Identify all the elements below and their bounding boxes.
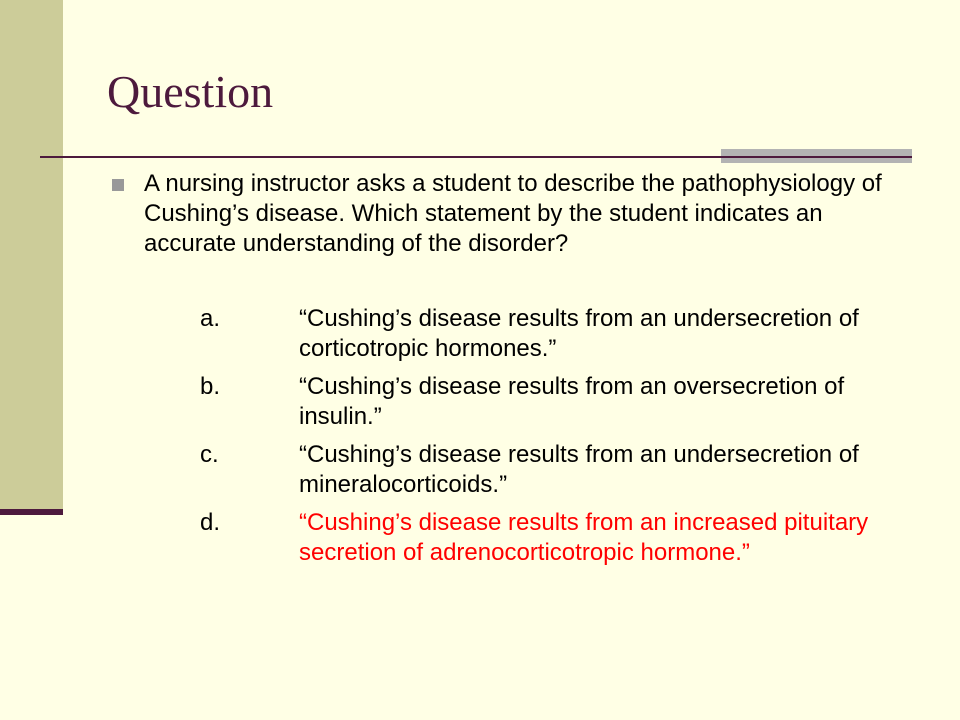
option-letter: a. (200, 305, 221, 332)
option-letter: d. (200, 509, 221, 536)
option-letter: b. (200, 373, 221, 400)
title-rule-accent-top (721, 149, 912, 156)
option-text: “Cushing’s disease results from an oversecretion of insulin.” (299, 373, 845, 430)
left-decor-bar (0, 0, 63, 512)
left-decor-accent (0, 509, 63, 515)
bullet-square-icon (112, 179, 124, 191)
title-rule-accent-bottom (721, 158, 912, 163)
option-letter: c. (200, 441, 219, 468)
option-text-correct: “Cushing’s disease results from an increased pituitary secretion of adrenocorticotropic hormone.” (299, 509, 869, 566)
option-text: “Cushing’s disease results from an undersecretion of corticotropic hormones.” (299, 305, 859, 362)
slide-title: Question (107, 66, 274, 117)
option-text: “Cushing’s disease results from an undersecretion of mineralocorticoids.” (299, 441, 859, 498)
question-text: A nursing instructor asks a student to describe the pathophysiology of Cushing’s disease. Which statement by the student indicates an accurate understanding of the disorder? (144, 170, 882, 257)
